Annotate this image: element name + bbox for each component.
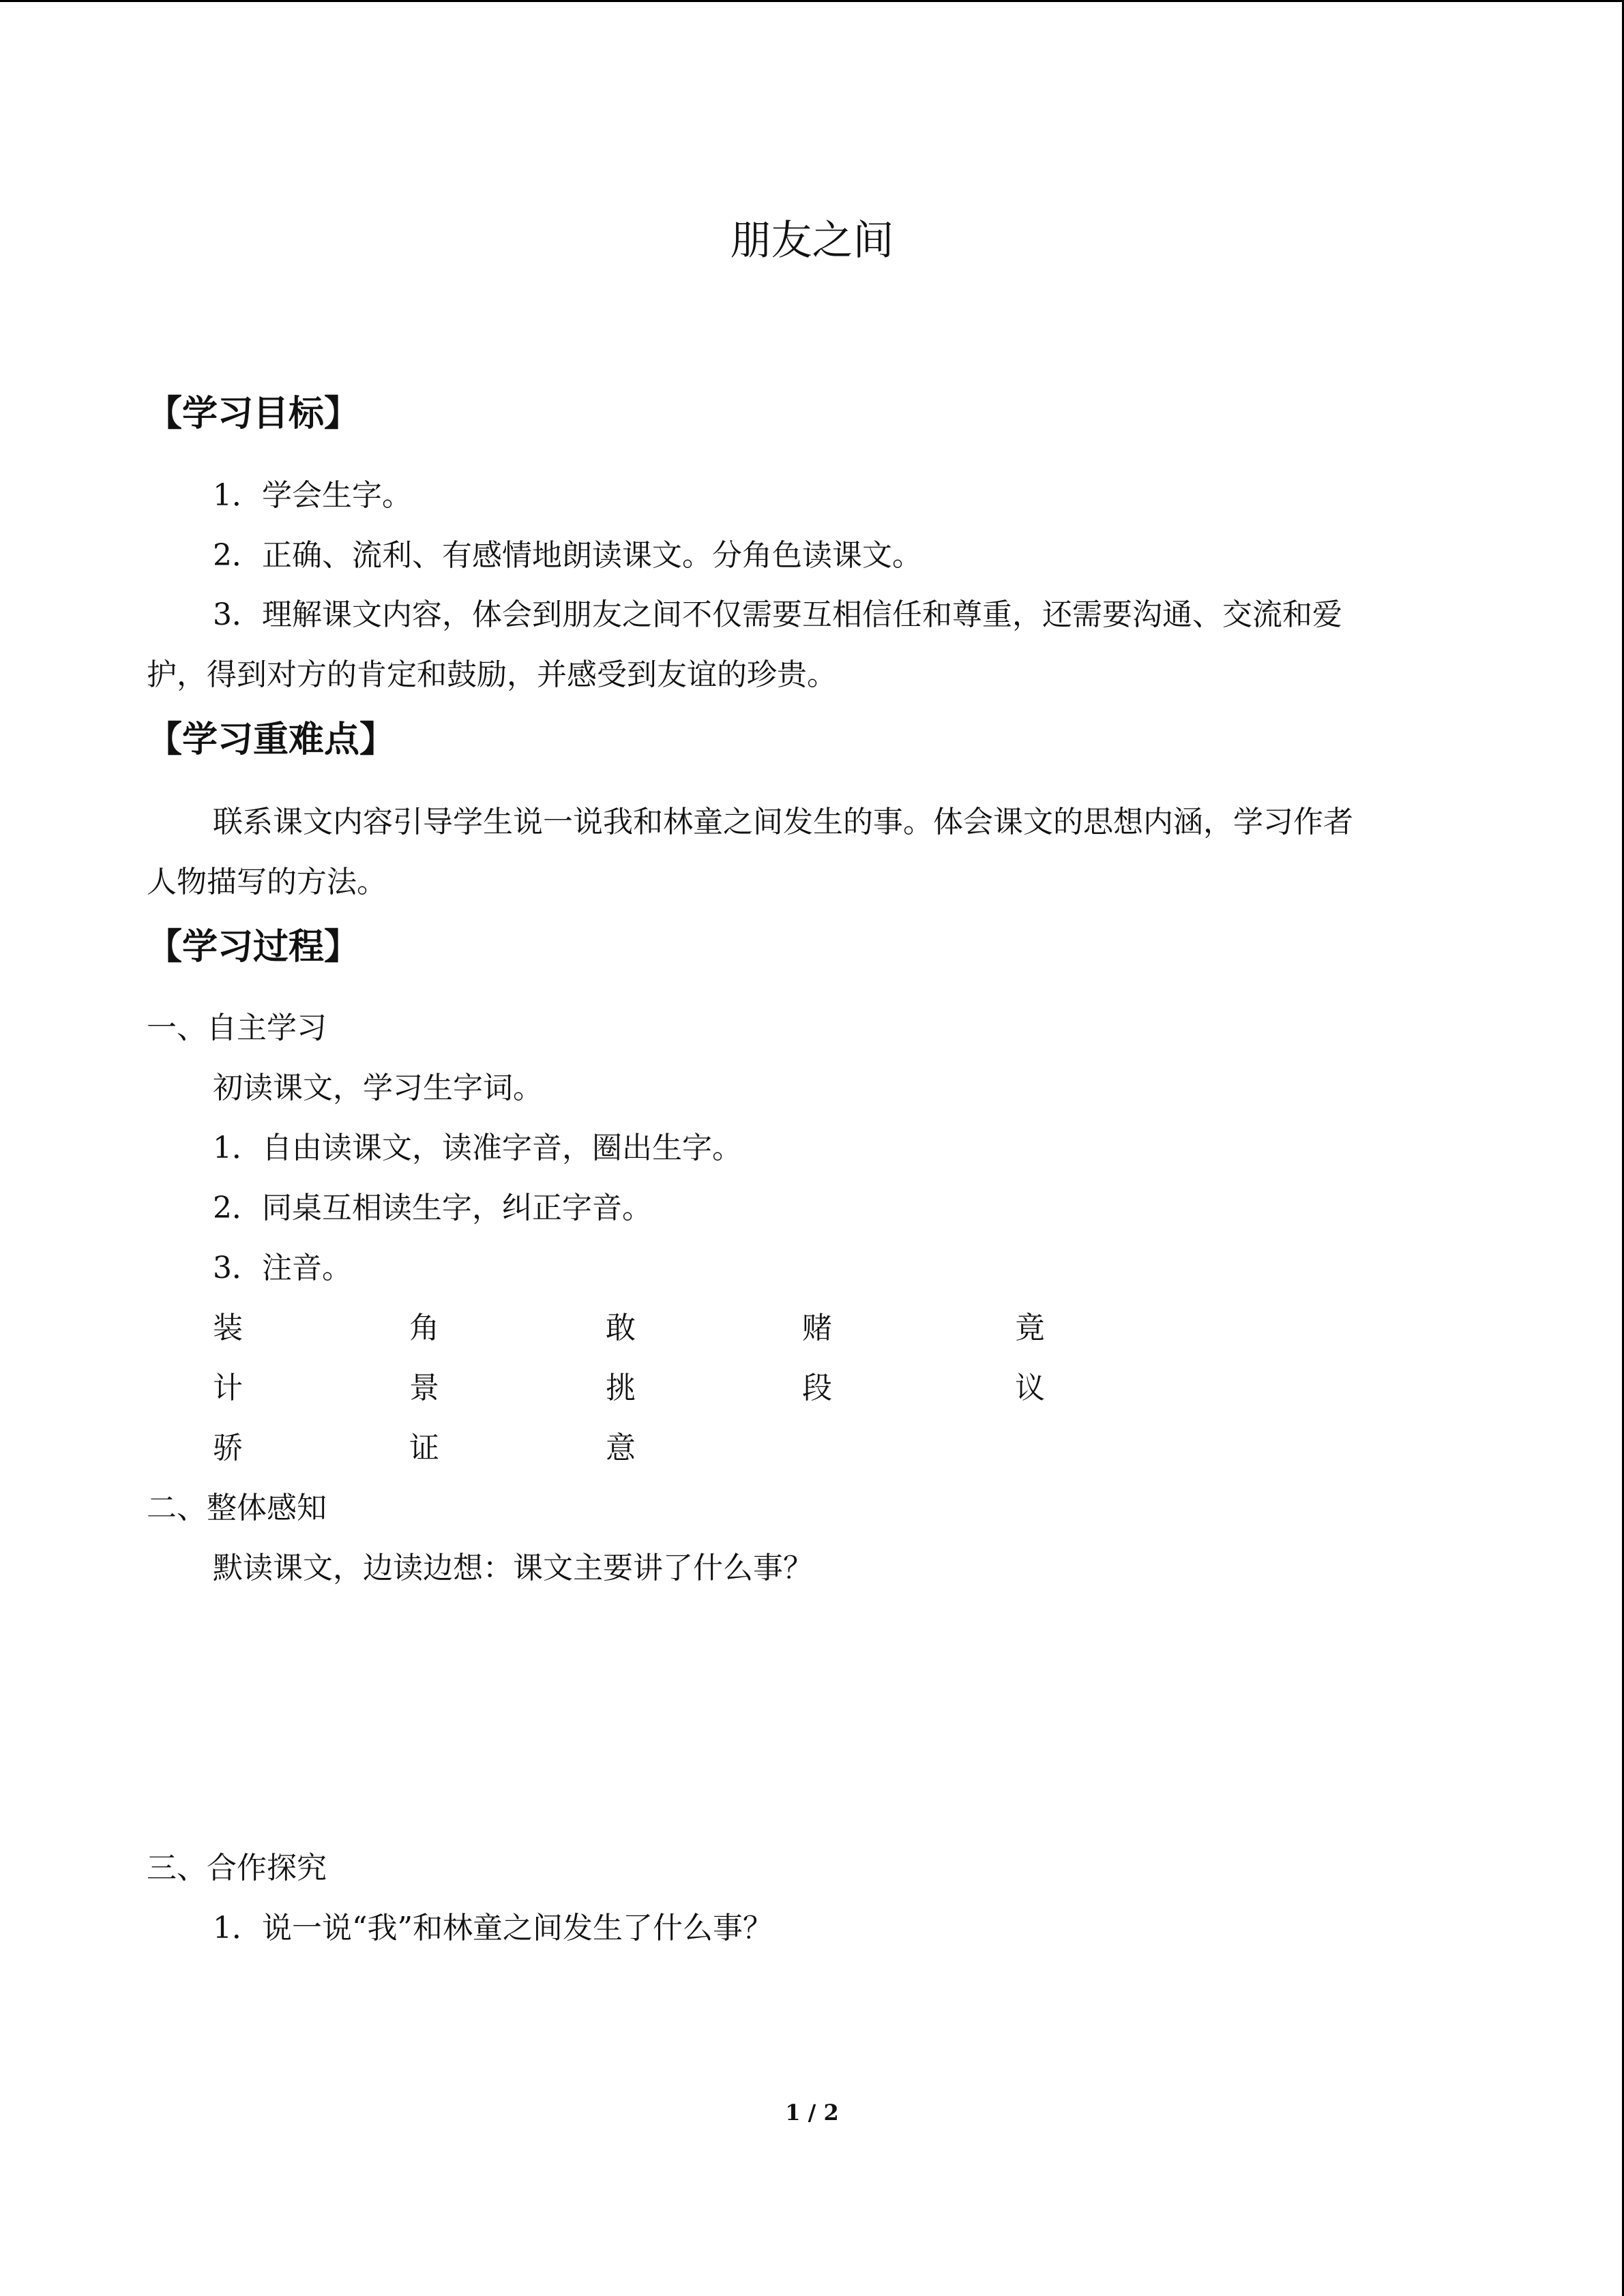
char-cell: 角 [409, 1311, 439, 1345]
char-cell: 议 [1015, 1371, 1045, 1405]
char-cell: 赌 [802, 1311, 832, 1345]
char-cell: 敢 [606, 1311, 636, 1345]
char-cell: 挑 [606, 1371, 636, 1405]
objective-item-1: 1．学会生字。 [213, 478, 412, 513]
part2-question: 默读课文，边读边想：课文主要讲了什么事？ [213, 1551, 813, 1585]
char-cell: 装 [213, 1311, 243, 1345]
part1-step-1: 1．自由读课文，读准字音，圈出生字。 [213, 1131, 742, 1165]
objective-item-3-line-1: 3．理解课文内容，体会到朋友之间不仅需要互相信任和尊重，还需要沟通、交流和爱 [213, 597, 1342, 632]
part1-intro: 初读课文，学习生字词。 [213, 1071, 543, 1105]
heading-process: 【学习过程】 [147, 927, 360, 968]
page-number: 1 / 2 [785, 2100, 839, 2126]
char-cell: 证 [409, 1431, 439, 1465]
document-title: 朋友之间 [730, 217, 894, 265]
key-points-line-1: 联系课文内容引导学生说一说我和林童之间发生的事。体会课文的思想内涵，学习作者 [213, 805, 1353, 839]
part1-step-2: 2．同桌互相读生字，纠正字音。 [213, 1191, 652, 1225]
char-cell: 段 [802, 1371, 832, 1405]
objective-item-2: 2．正确、流利、有感情地朗读课文。分角色读课文。 [213, 538, 922, 573]
part1-title: 一、自主学习 [147, 1011, 327, 1045]
part3-title: 三、合作探究 [147, 1851, 327, 1885]
char-cell: 景 [409, 1371, 439, 1405]
objective-item-3-line-2: 护，得到对方的肯定和鼓励，并感受到友谊的珍贵。 [147, 657, 837, 692]
part1-step-3: 3．注音。 [213, 1251, 352, 1285]
char-cell: 骄 [213, 1431, 243, 1465]
heading-objectives: 【学习目标】 [147, 393, 360, 434]
heading-key-points: 【学习重难点】 [147, 719, 396, 760]
part2-title: 二、整体感知 [147, 1491, 327, 1525]
char-cell: 竟 [1015, 1311, 1045, 1345]
key-points-line-2: 人物描写的方法。 [147, 865, 387, 899]
char-cell: 意 [606, 1431, 636, 1465]
part3-question: 1．说一说“我”和林童之间发生了什么事？ [213, 1911, 773, 1945]
char-cell: 计 [213, 1371, 243, 1405]
